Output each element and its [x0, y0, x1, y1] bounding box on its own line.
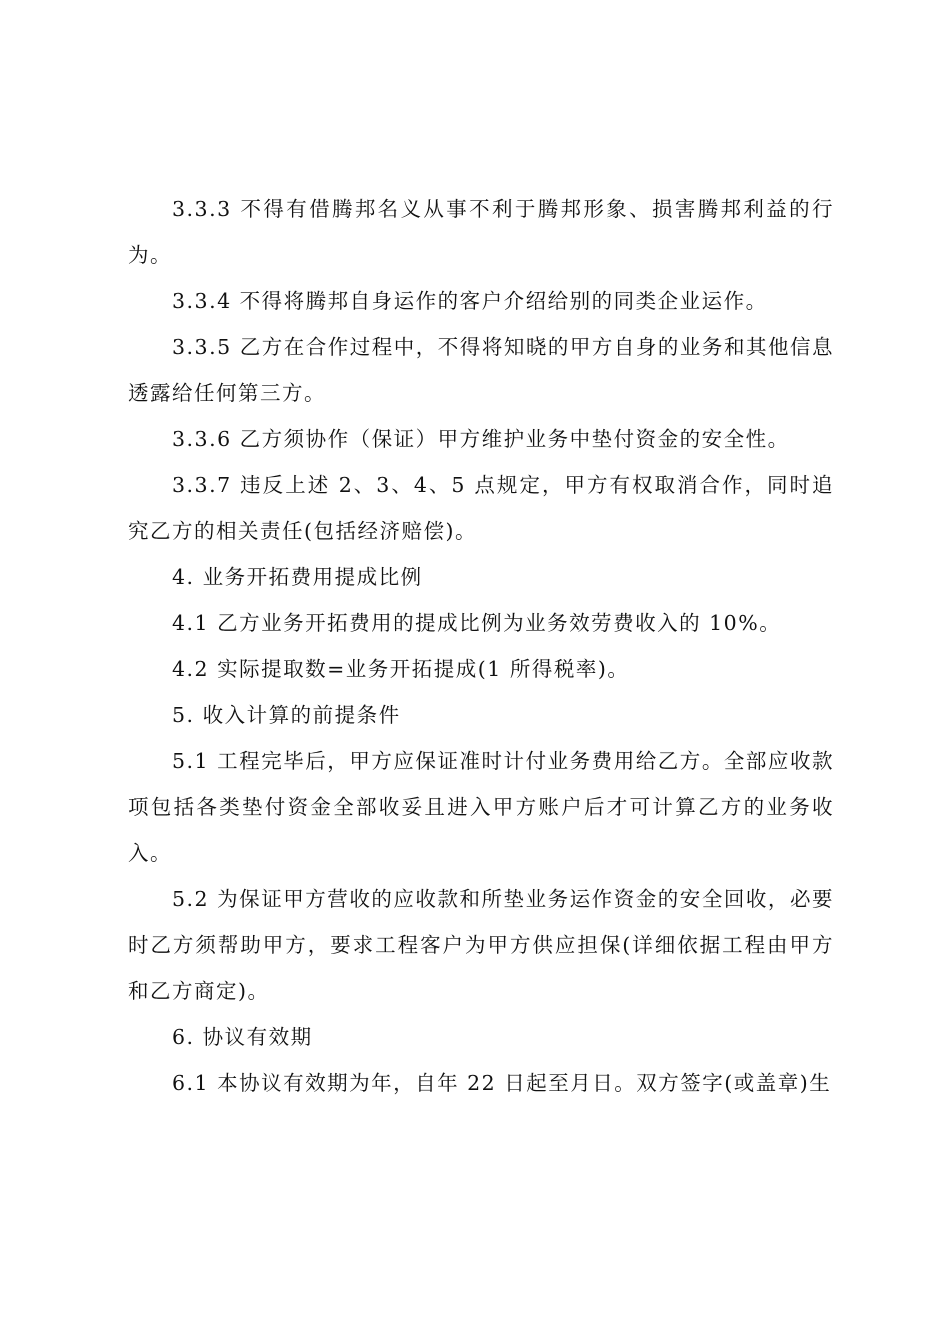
document-body [128, 186, 834, 1106]
section-6-heading: 6. 协议有效期 [172, 1025, 313, 1049]
clause-6-1: 6.1 本协议有效期为年，自年 22 日起至月日。双方签字(或盖章)生 [172, 1071, 832, 1095]
clause-3-3-4: 3.3.4 不得将腾邦自身运作的客户介绍给别的同类企业运作。 [172, 289, 768, 313]
clause-4-1: 4.1 乙方业务开拓费用的提成比例为业务效劳费收入的 10%。 [172, 611, 782, 635]
clause-4-2: 4.2 实际提取数=业务开拓提成(1 所得税率)。 [172, 657, 630, 681]
section-5-heading: 5. 收入计算的前提条件 [172, 703, 401, 727]
clause-3-3-7: 3.3.7 违反上述 2、3、4、5 点规定，甲方有权取消合作，同时追究乙方的相关责任(包括经济赔偿)。 [128, 473, 834, 543]
clause-3-3-6: 3.3.6 乙方须协作（保证）甲方维护业务中垫付资金的安全性。 [172, 427, 790, 451]
clause-3-3-3: 3.3.3 不得有借腾邦名义从事不利于腾邦形象、损害腾邦利益的行为。 [128, 197, 834, 267]
clause-3-3-5: 3.3.5 乙方在合作过程中，不得将知晓的甲方自身的业务和其他信息透露给任何第三方。 [128, 335, 834, 405]
section-4-heading: 4. 业务开拓费用提成比例 [172, 565, 423, 589]
clause-5-2: 5.2 为保证甲方营收的应收款和所垫业务运作资金的安全回收，必要时乙方须帮助甲方，要求工程客户为甲方供应担保(详细依据工程由甲方和乙方商定)。 [128, 887, 834, 1003]
clause-5-1: 5.1 工程完毕后，甲方应保证准时计付业务费用给乙方。全部应收款项包括各类垫付资金全部收妥且进入甲方账户后才可计算乙方的业务收入。 [128, 749, 834, 865]
